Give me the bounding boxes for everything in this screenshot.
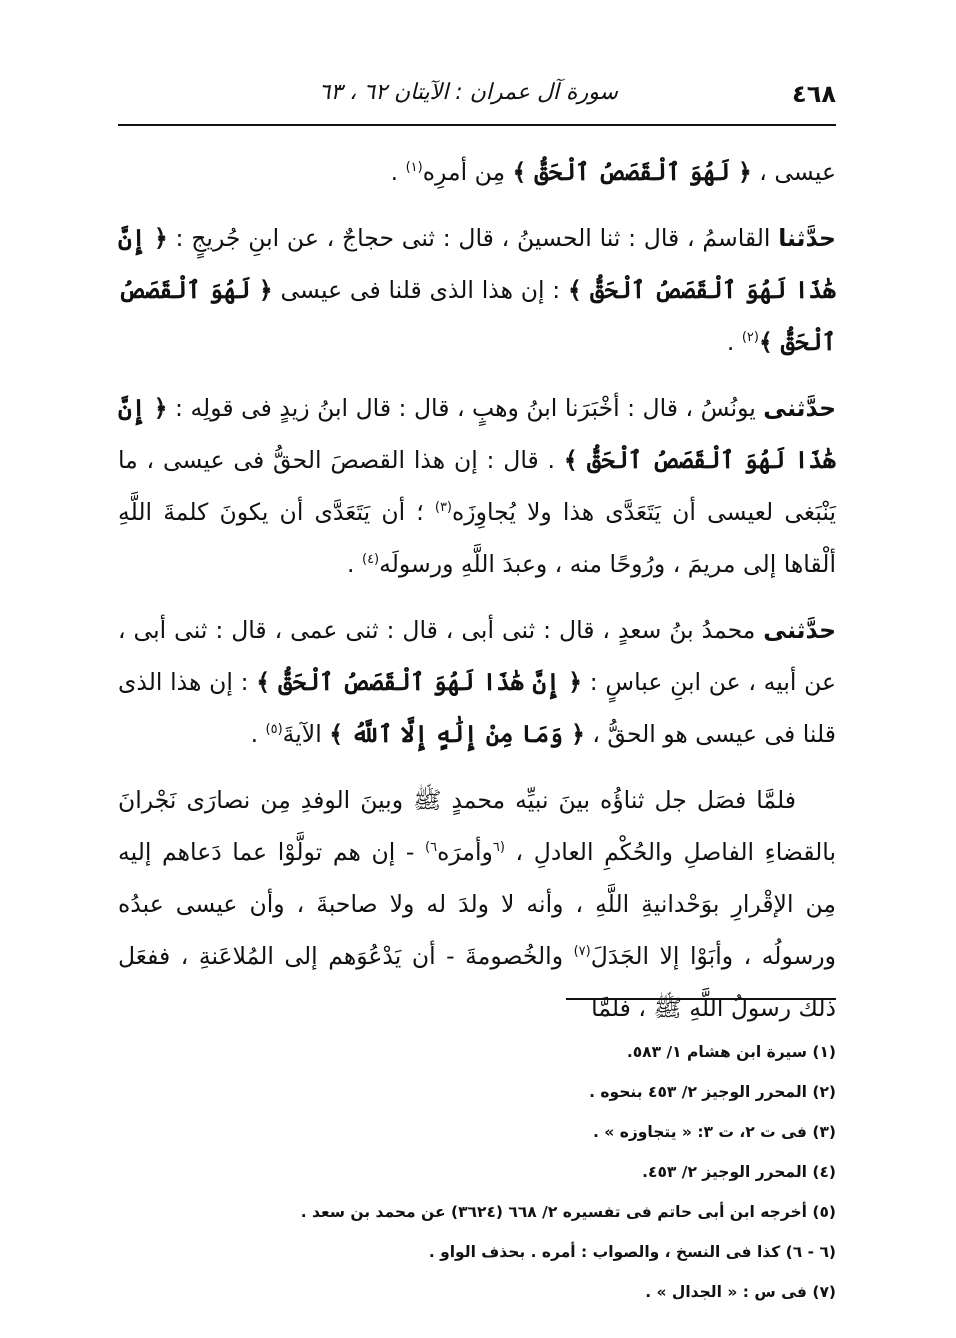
- page-header: [118, 76, 836, 116]
- footnote-ref: (٦: [492, 840, 505, 856]
- text-run: .: [250, 720, 266, 748]
- quran-quote: ﴿ إِنَّ هَٰذَا لَهُوَ ٱلْقَصَصُ ٱلْحَقُّ ﴾: [118, 224, 837, 304]
- main-text: [118, 146, 836, 1048]
- text-run: ؛ أن يَتَعَدَّى أن يكونَ كلمةَ اللَّهِ ألْقاها إلى مريمَ ، ورُوحًا منه ، وعبدَ اللَّهِ ورسولَه: [118, 498, 836, 578]
- footnote-ref: (٣): [434, 500, 452, 516]
- paragraph-lead-word: حدَّثنا: [778, 224, 836, 252]
- text-run: يونُسُ ، قال : أخْبَرَنا ابنُ وهبٍ ، قال : قال ابنُ زيدٍ فى قولِه :: [167, 394, 764, 422]
- footnote-2: (٢) المحرر الوجيز ٢/ ٤٥٣ بنحوه .: [589, 1083, 836, 1101]
- footnote-ref: (٥): [265, 722, 283, 738]
- footnote-ref: (٤): [361, 552, 380, 568]
- footnote-7: (٧) فى س : « الجدال » .: [645, 1283, 836, 1301]
- footnotes: [118, 1032, 836, 1312]
- paragraph: [118, 774, 836, 1034]
- text-run: : إن هذا الذى قلنا فى عيسى: [272, 276, 568, 304]
- quran-quote: ﴿ لَهُوَ ٱلْقَصَصُ ٱلْحَقُّ ﴾: [512, 158, 752, 186]
- footnote-3: (٣) فى ت ٢، ت ٣: « يتجاوزه » .: [593, 1123, 836, 1141]
- footnote-4: (٤) المحرر الوجيز ٢/ ٤٥٣.: [642, 1163, 836, 1181]
- text-run: : إن هذا الذى قلنا فى عيسى هو الحقُّ ،: [118, 668, 836, 748]
- text-run: مِن أمرِه: [422, 158, 513, 186]
- footnote-rule: [566, 998, 836, 1000]
- text-run: .: [726, 328, 742, 356]
- paragraph: [118, 604, 836, 760]
- footnote-ref: (٧): [573, 944, 591, 960]
- text-run: محمدُ بنُ سعدٍ ، قال : ثنى أبى ، قال : ثنى عمى ، قال : ثنى أبى ، عن أبيه ، عن ابنِ عباسٍ :: [118, 616, 836, 696]
- header-rule: [118, 124, 836, 126]
- running-title: سورة آل عمران : الآيتان ٦٢ ، ٦٣: [318, 80, 618, 105]
- quran-quote: ﴿ وَمَا مِنْ إِلَٰهٍ إِلَّا ٱللَّهُ ﴾: [329, 720, 585, 748]
- paragraph-lead-word: حدَّثنى: [763, 394, 836, 422]
- paragraph: [118, 212, 836, 368]
- page-number: ٤٦٨: [792, 80, 836, 108]
- text-run: الآيةَ: [282, 720, 330, 748]
- text-run: .: [390, 158, 406, 186]
- footnote-5: (٥) أخرجه ابن أبى حاتم فى تفسيره ٢/ ٦٦٨ (٣٦٢٤) عن محمد بن سعد .: [300, 1203, 836, 1221]
- text-run: فلمَّا فصَل جل ثناؤُه بينَ نبيِّه محمدٍ ﷺ وبينَ الوفدِ مِن نصارَى نَجْرانَ بالقضاءِ الفاصلِ والحُكْمِ العادلِ ،: [118, 786, 836, 866]
- footnote-6: (٦ - ٦) كذا فى النسخ ، والصواب : أمره . بحذف الواو .: [428, 1243, 836, 1261]
- footnote-1: (١) سيرة ابن هشام ١/ ٥٨٣.: [626, 1043, 836, 1061]
- paragraph: [118, 382, 836, 590]
- footnote-ref: (١): [405, 160, 423, 176]
- paragraph: [118, 146, 836, 198]
- footnote-ref: ٦): [425, 840, 438, 856]
- quran-quote: ﴿ إِنَّ هَٰذَا لَهُوَ ٱلْقَصَصُ ٱلْحَقُّ ﴾: [256, 668, 583, 696]
- text-run: وأمرَه: [437, 838, 493, 866]
- text-run: عيسى ،: [751, 158, 836, 186]
- text-run: - إن هم تولَّوْا عما دَعاهم إليه مِن الإقْرارِ بوَحْدانيةِ اللَّهِ ، وأنه لا ولدَ له ولا صاحبةَ ، وأن عيسى عبدُه ورسولُه ، وأبَوْا إلا الجَدَلَ: [118, 838, 836, 970]
- quran-quote: ﴿ إِنَّ هَٰذَا لَهُوَ ٱلْقَصَصُ ٱلْحَقُّ ﴾: [118, 394, 836, 474]
- paragraph-lead-word: حدَّثنى: [763, 616, 836, 644]
- quran-quote: ﴿ لَهُوَ ٱلْقَصَصُ ٱلْحَقُّ ﴾: [118, 276, 836, 356]
- footnote-ref: (٢): [741, 330, 759, 346]
- text-run: والخُصومةَ - أن يَدْعُوَهم إلى المُلاعَنةِ ، ففعَل ذلك رسولُ اللَّهِ ﷺ ، فلمَّا: [118, 942, 836, 1022]
- text-run: .: [347, 550, 362, 578]
- text-run: . قال : إن هذا القصصَ الحقُّ فى عيسى ، ما يَنْبَغى لعيسى أن يَتَعَدَّى هذا ولا يُجاوِزَه: [118, 446, 836, 526]
- text-run: القاسمُ ، قال : ثنا الحسينُ ، قال : ثنى حجاجٌ ، عن ابنِ جُريجٍ :: [167, 224, 779, 252]
